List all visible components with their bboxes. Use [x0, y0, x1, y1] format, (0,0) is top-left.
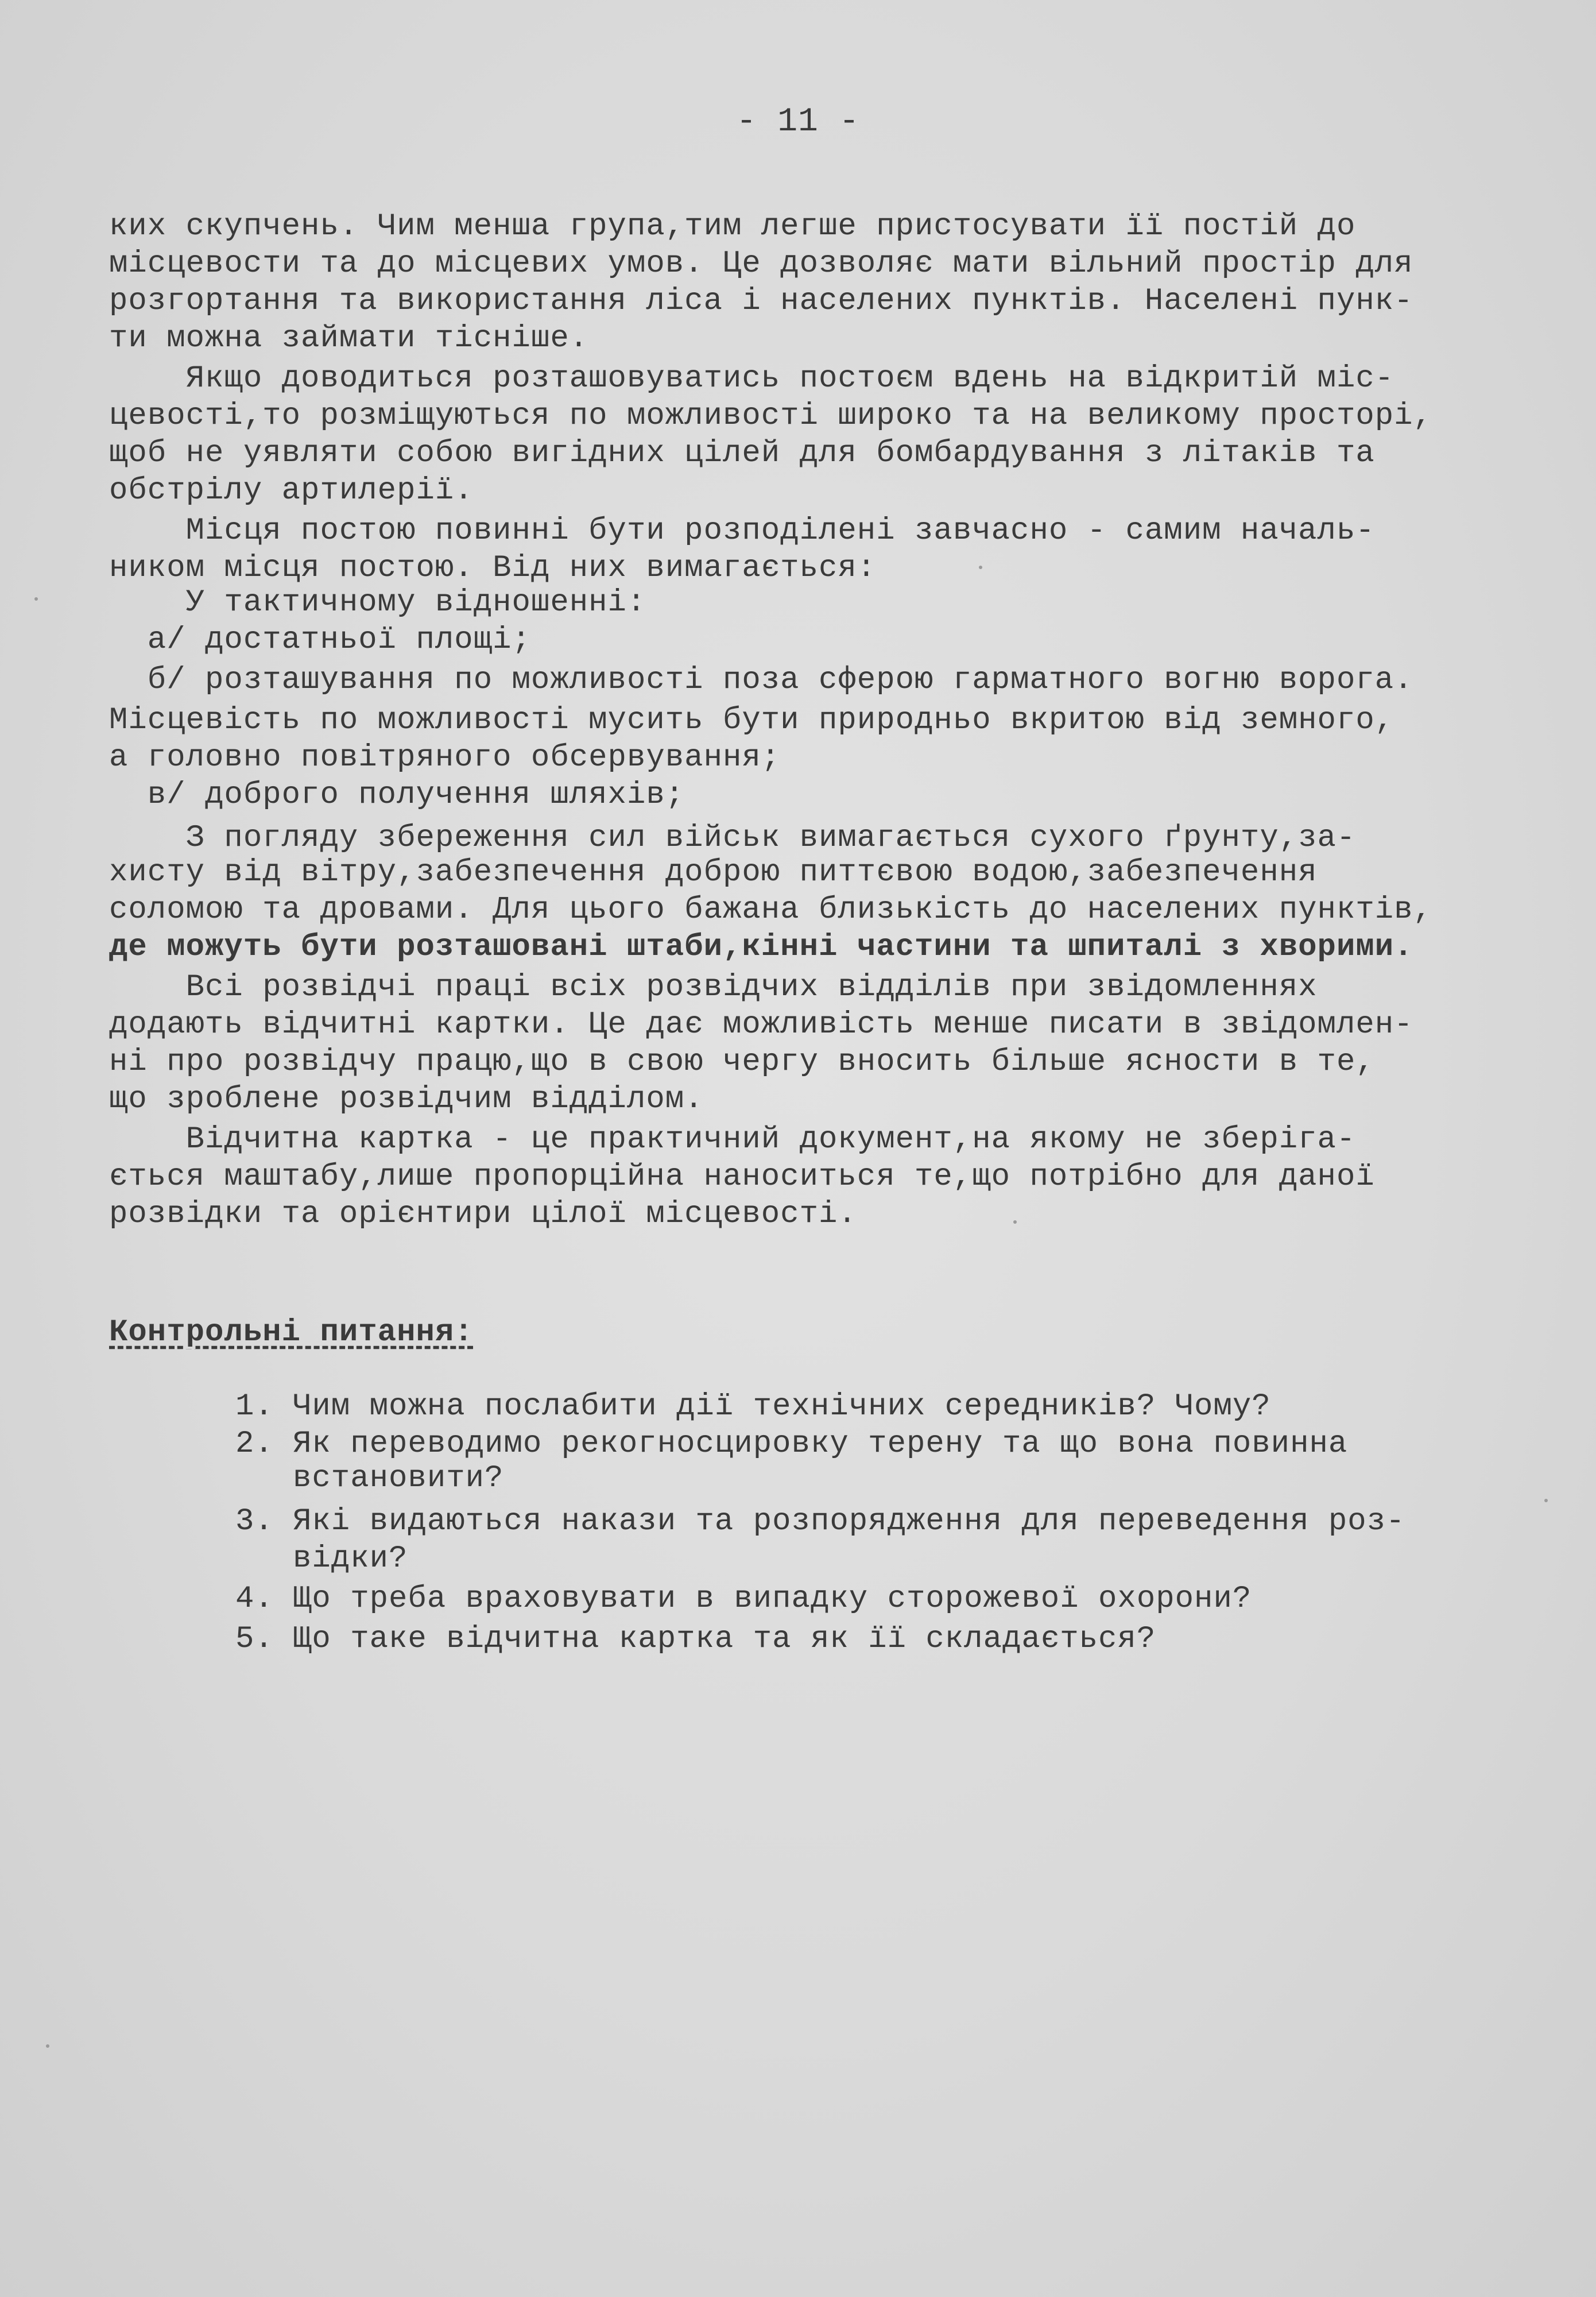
question-number: 2. [235, 1426, 274, 1461]
body-line: ником місця постою. Від них вимагається: [109, 551, 877, 586]
paper-speck [34, 597, 38, 601]
body-line: У тактичному відношенні: [109, 585, 646, 620]
body-line: б/ розташування по можливості поза сферою гарматного вогню ворога. [109, 663, 1413, 698]
page-number: - 11 - [736, 103, 860, 141]
question-item [235, 1427, 1347, 1461]
questions-heading: Контрольні питання: [109, 1315, 474, 1350]
body-line: що зроблене розвідчим відділом. [109, 1082, 704, 1117]
body-line: Відчитна картка - це практичний документ,на якому не зберіга- [109, 1122, 1356, 1157]
body-line: соломою та дровами. Для цього бажана близькість до населених пунктів, [109, 892, 1432, 927]
question-item [235, 1390, 1271, 1424]
body-line: Якщо доводиться розташовуватись постоєм вдень на відкритій міс- [109, 361, 1394, 396]
body-line: де можуть бути розташовані штаби,кінні частини та шпиталі з хворими. [109, 930, 1413, 965]
body-line: ких скупчень. Чим менша група,тим легше пристосувати її постій до [109, 209, 1356, 244]
body-line: додають відчитні картки. Це дає можливість менше писати в звідомлен- [109, 1007, 1413, 1042]
paper-speck [46, 2044, 49, 2048]
body-line: ється маштабу,лише пропорційна наноситься те,що потрібно для даної [109, 1159, 1375, 1194]
body-line: розвідки та орієнтири цілої місцевості. [109, 1197, 857, 1232]
body-line: ні про розвідчу працю,що в свою чергу вносить більше ясности в те, [109, 1045, 1375, 1080]
body-line: Місцевість по можливості мусить бути природньо вкритою від земного, [109, 703, 1394, 738]
paper-speck [1544, 1499, 1548, 1502]
body-line: а/ достатньої площі; [109, 622, 531, 658]
paper-speck [979, 566, 982, 569]
body-line: ти можна займати тісніше. [109, 321, 589, 356]
body-line: цевості,то розміщуються по можливості широко та на великому просторі, [109, 399, 1432, 434]
body-line: щоб не уявляти собою вигідних цілей для бомбардування з літаків та [109, 436, 1375, 471]
question-item [235, 1622, 1156, 1657]
question-number: 1. [235, 1389, 274, 1424]
question-item [235, 1582, 1252, 1617]
question-text: Як переводимо рекогносцировку терену та що вона повинна [293, 1426, 1348, 1461]
question-text: Що таке відчитна картка та як її складається? [293, 1622, 1156, 1657]
question-text-continued: встановити? [293, 1461, 504, 1496]
body-line: місцевости та до місцевих умов. Це дозволяє мати вільний простір для [109, 246, 1413, 281]
question-number: 5. [235, 1622, 274, 1657]
body-line: обстрілу артилерії. [109, 473, 474, 508]
body-line: Всі розвідчі праці всіх розвідчих відділів при звідомленнях [109, 970, 1318, 1005]
question-number: 4. [235, 1581, 274, 1617]
body-line: З погляду збереження сил військ вимагається сухого ґрунту,за- [109, 821, 1356, 856]
question-number: 3. [235, 1504, 274, 1539]
question-text: Що треба враховувати в випадку сторожевої охорони? [293, 1581, 1252, 1617]
question-text: Які видаються накази та розпорядження для переведення роз- [293, 1504, 1405, 1539]
body-line: розгортання та використання ліса і населених пунктів. Населені пунк- [109, 284, 1413, 319]
question-item [235, 1505, 1405, 1539]
body-line: в/ доброго получення шляхів; [109, 778, 685, 813]
question-text: Чим можна послабити дії технічних середників? Чому? [293, 1389, 1271, 1424]
body-line: хисту від вітру,забезпечення доброю питтєвою водою,забезпечення [109, 855, 1318, 890]
question-text-continued: відки? [293, 1541, 408, 1576]
body-line: а головно повітряного обсервування; [109, 740, 781, 775]
body-line: Місця постою повинні бути розподілені завчасно - самим началь- [109, 513, 1375, 548]
paper-speck [1013, 1220, 1017, 1224]
